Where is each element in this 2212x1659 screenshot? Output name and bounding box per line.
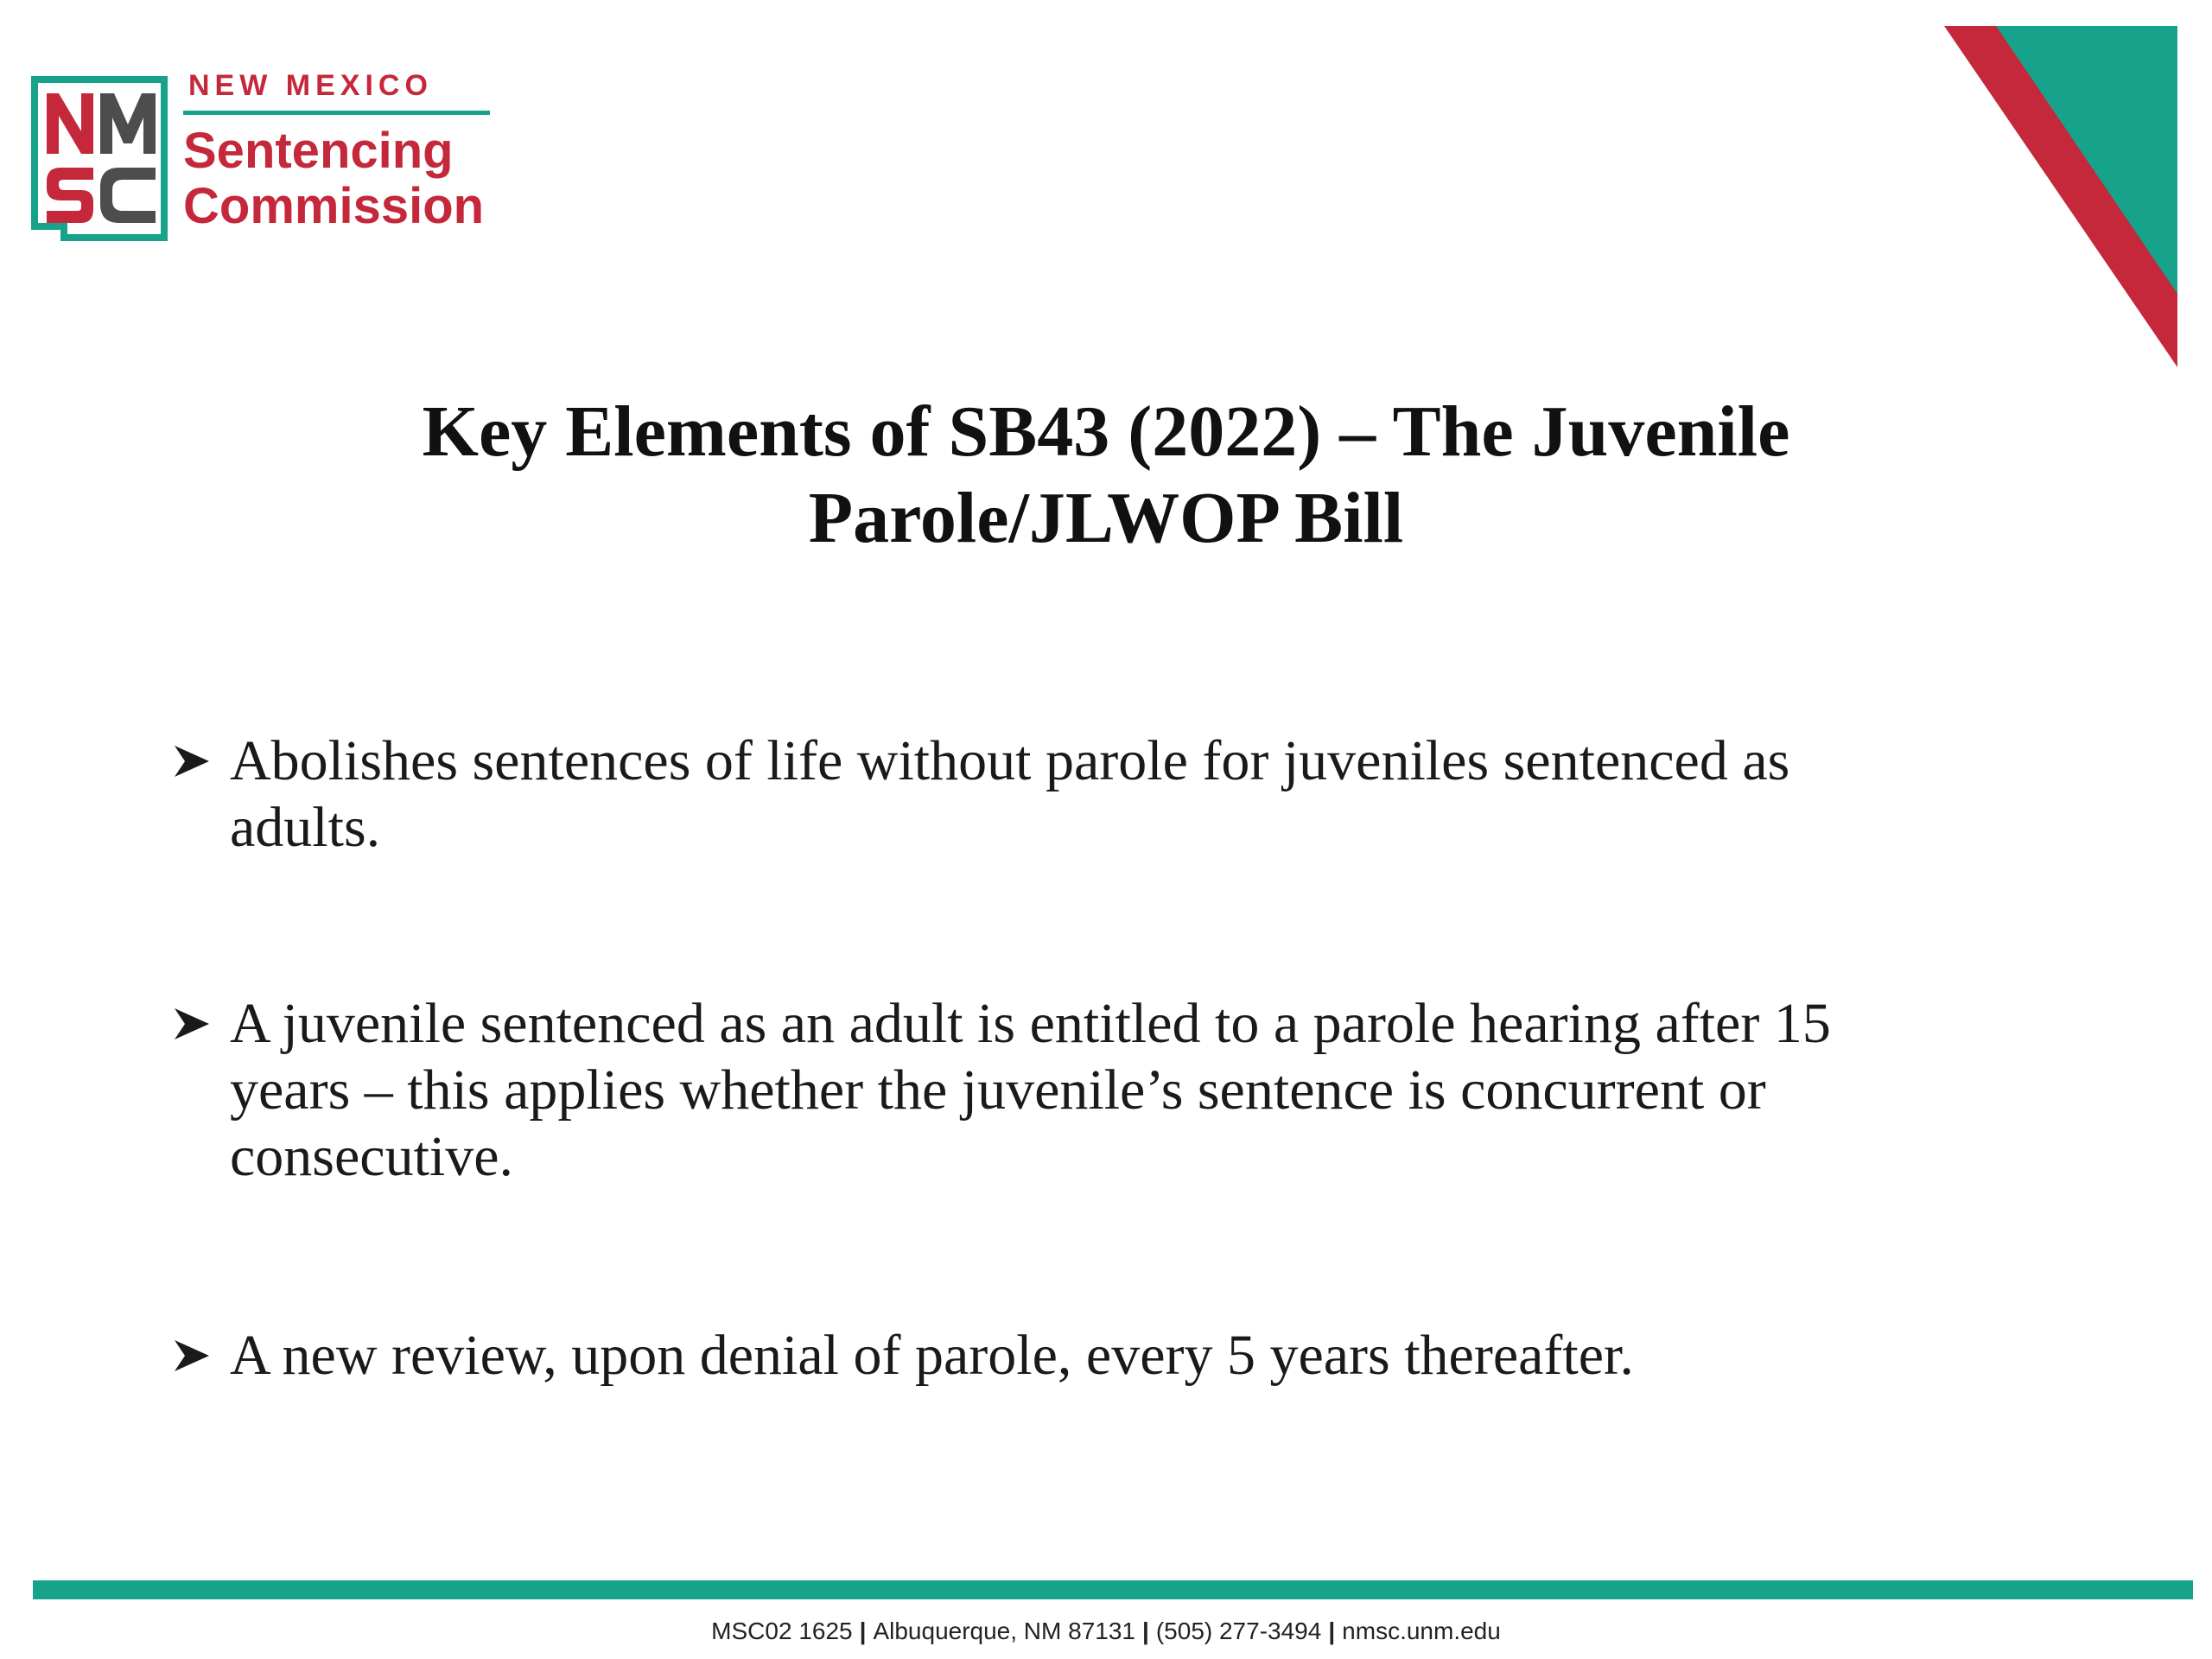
footer-address: Albuquerque, NM 87131 — [873, 1618, 1135, 1644]
arrowhead-bullet-icon — [173, 990, 230, 1058]
bullet-item — [173, 728, 1953, 861]
logo-name-line2: Commission — [183, 178, 485, 234]
bullet-text: Abolishes sentences of life without parole for juveniles sentenced as adults. — [230, 729, 1790, 859]
nmsc-logo — [29, 66, 513, 247]
arrowhead-bullet-icon — [173, 728, 230, 795]
nmsc-logo-mark-icon — [29, 74, 169, 243]
logo-divider — [183, 111, 490, 115]
footer-separator: | — [1142, 1618, 1149, 1644]
arrowhead-bullet-icon — [173, 1322, 230, 1389]
slide-title-line1: Key Elements of SB43 (2022) – The Juvenile — [422, 391, 1790, 472]
bullet-text: A juvenile sentenced as an adult is entitled to a parole hearing after 15 years – this applies whether the juvenile’s sentence is concurrent or consecutive. — [230, 992, 1831, 1188]
slide-title-line2: Parole/JLWOP Bill — [808, 478, 1404, 558]
corner-decoration-icon — [1944, 26, 2177, 367]
bullet-item — [173, 990, 1953, 1190]
footer-separator: | — [859, 1618, 867, 1644]
footer-divider — [33, 1580, 2193, 1599]
logo-wordmark — [183, 66, 512, 234]
footer-separator: | — [1328, 1618, 1336, 1644]
footer-phone: (505) 277-3494 — [1155, 1618, 1322, 1644]
logo-state-name: NEW MEXICO — [188, 69, 433, 102]
logo-name-line1: Sentencing — [183, 123, 454, 179]
footer-contact — [0, 1616, 2212, 1647]
footer-website: nmsc.unm.edu — [1342, 1618, 1501, 1644]
slide-title — [173, 389, 2039, 562]
bullet-item — [173, 1322, 1953, 1389]
footer-mailstop: MSC02 1625 — [711, 1618, 853, 1644]
bullet-text: A new review, upon denial of parole, every 5 years thereafter. — [230, 1324, 1634, 1387]
